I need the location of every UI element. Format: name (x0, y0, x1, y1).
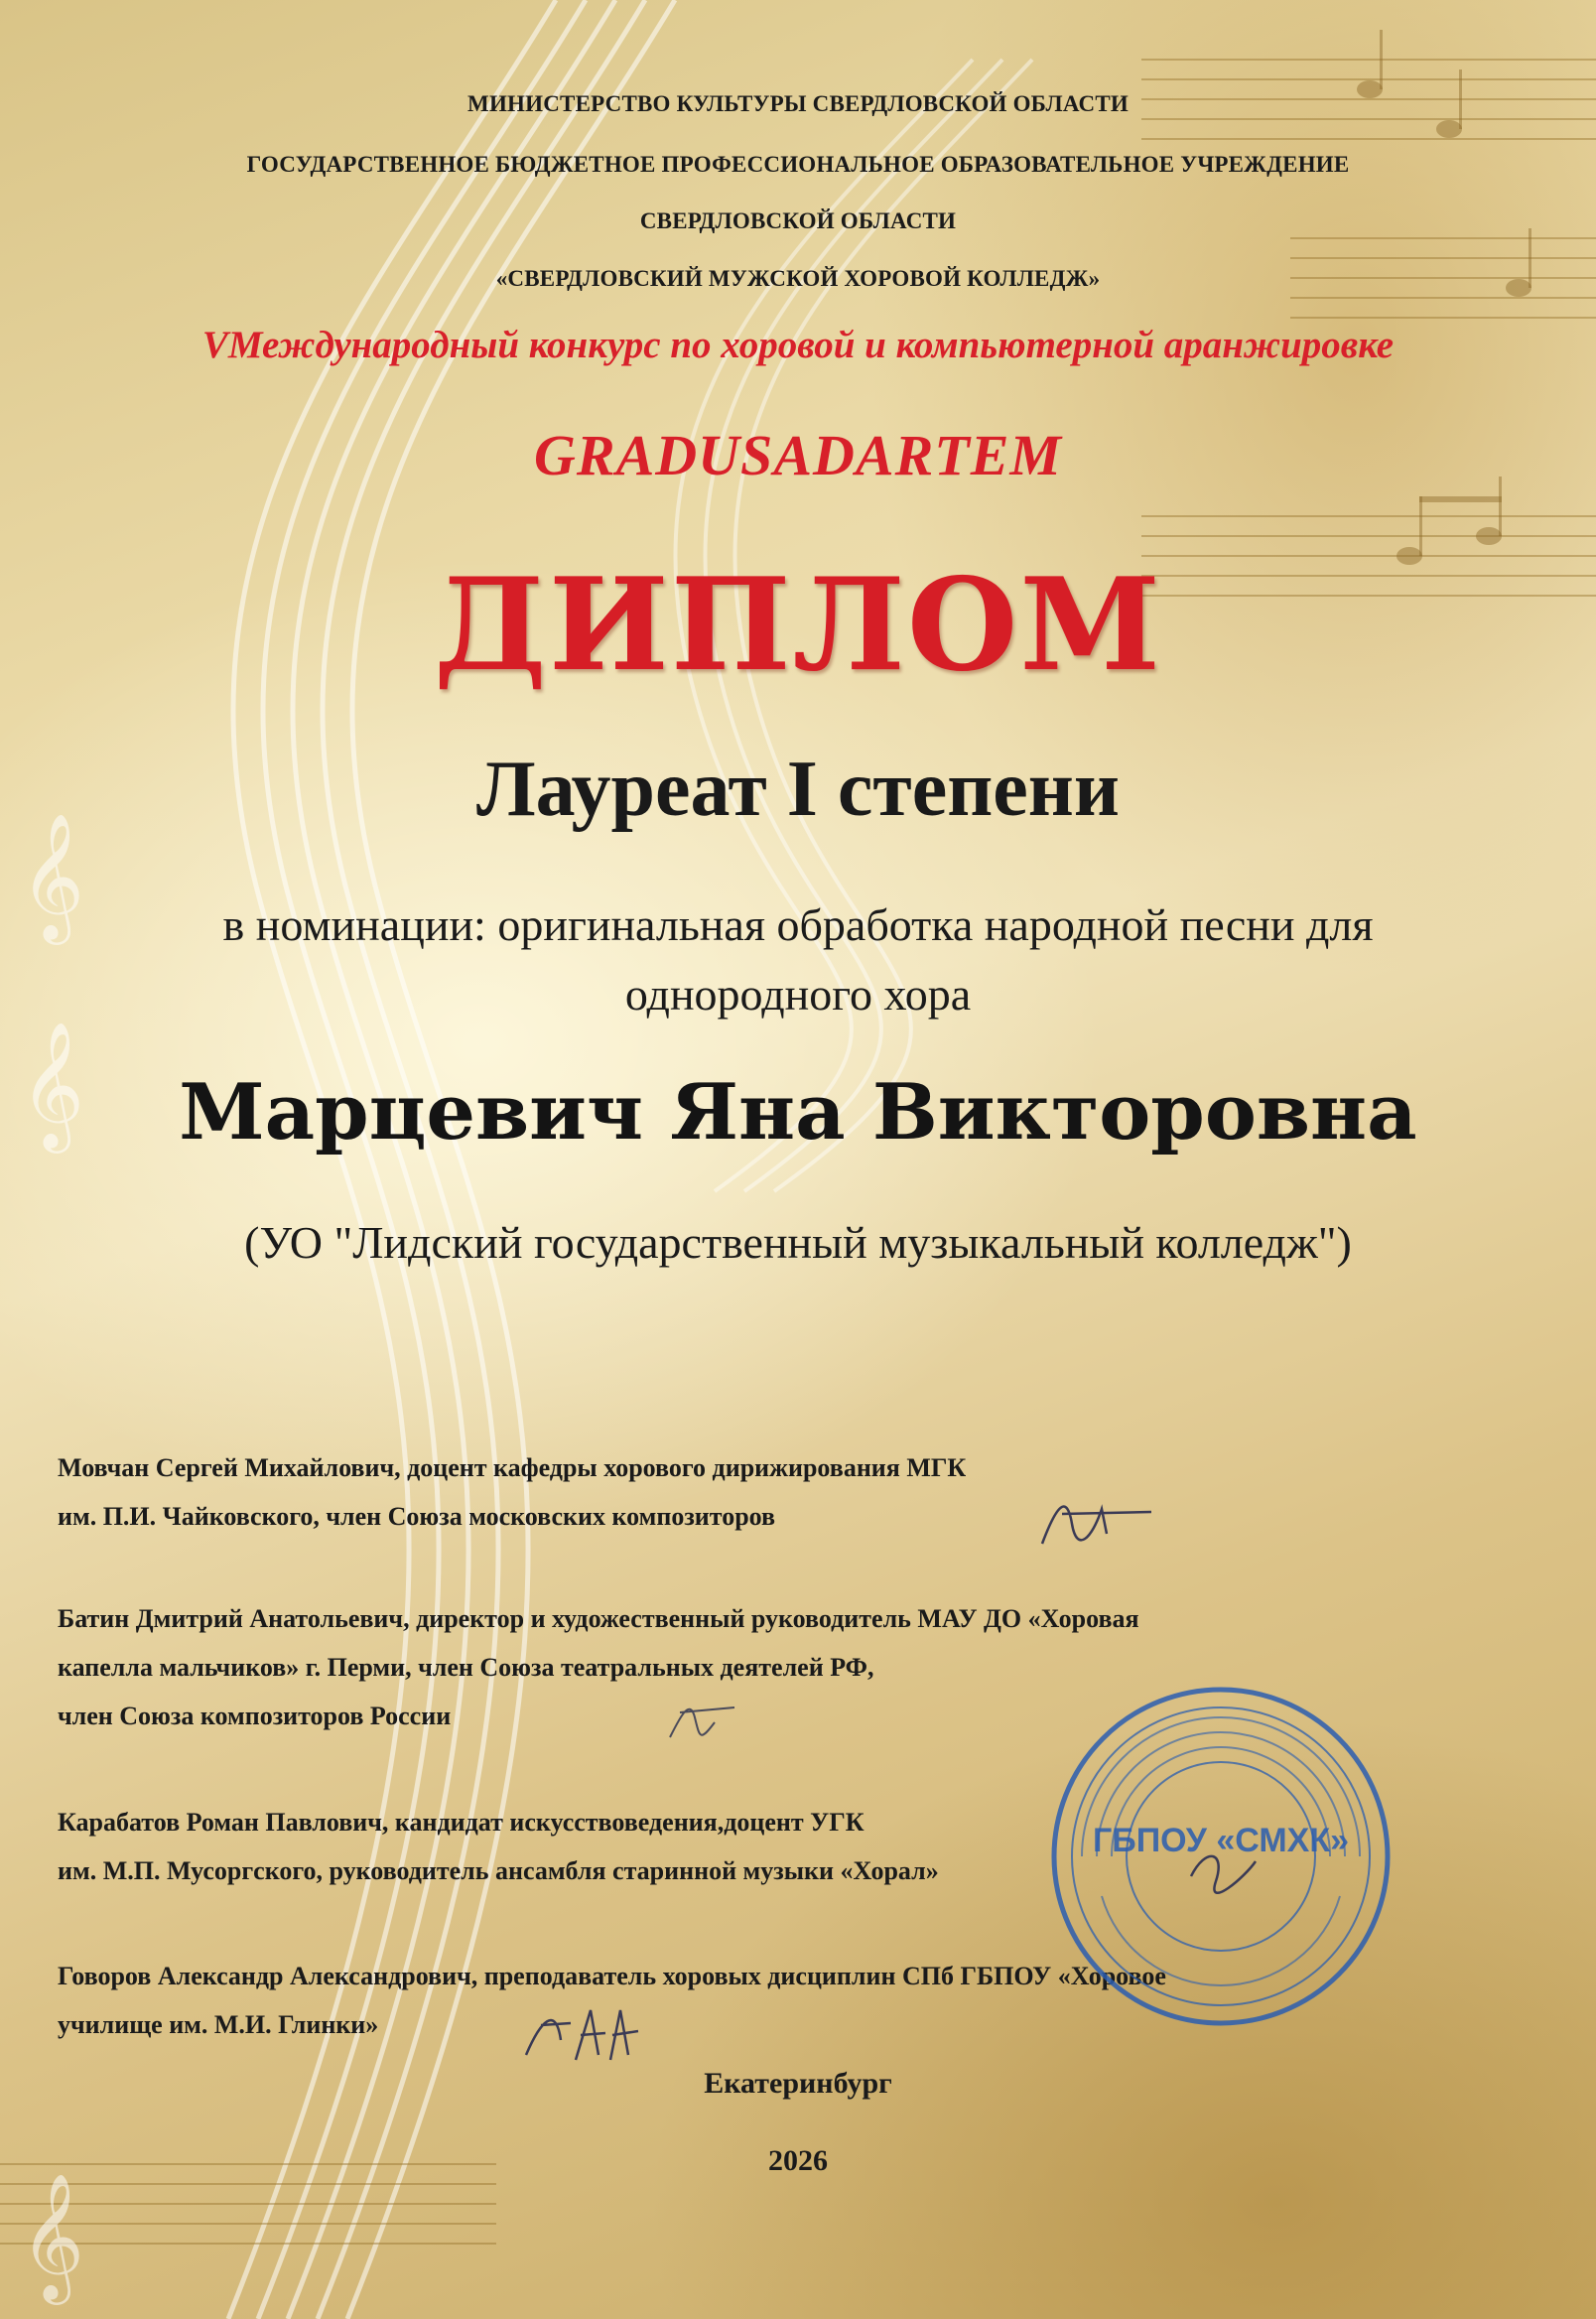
ministry-header: МИНИСТЕРСТВО КУЛЬТУРЫ СВЕРДЛОВСКОЙ ОБЛАСТИ (467, 91, 1129, 116)
institution-type-header: ГОСУДАРСТВЕННОЕ БЮДЖЕТНОЕ ПРОФЕССИОНАЛЬНОЕ ОБРАЗОВАТЕЛЬНОЕ УЧРЕЖДЕНИЕ (246, 152, 1350, 177)
signature-1 (1032, 1484, 1161, 1554)
jury-member-2-line-2: капелла мальчиков» г. Перми, член Союза театральных деятелей РФ, (58, 1653, 874, 1683)
svg-text:𝄞: 𝄞 (20, 2172, 85, 2299)
jury-member-2-line-1: Батин Дмитрий Анатольевич, директор и художественный руководитель МАУ ДО «Хоровая (58, 1604, 1139, 1633)
degree-title: Лауреат I степени (475, 746, 1120, 833)
jury-member-2-line-3: член Союза композиторов России (58, 1702, 452, 1731)
nomination-line-1: в номинации: оригинальная обработка народной песни для (222, 899, 1374, 950)
region-header: СВЕРДЛОВСКОЙ ОБЛАСТИ (639, 208, 957, 233)
signature-3 (511, 1995, 650, 2070)
nomination-line-2: однородного хора (624, 969, 972, 1020)
city-label: Екатеринбург (704, 2067, 892, 2100)
contest-name: GRADUSADARTEM (534, 423, 1062, 487)
seal-center-text: ГБПОУ «СМХК» (1092, 1822, 1350, 1859)
jury-member-4-line-2: училище им. М.И. Глинки» (58, 2010, 379, 2040)
contest-title: VМеждународный конкурс по хоровой и компьютерной аранжировке (201, 324, 1395, 366)
svg-text:𝄞: 𝄞 (20, 1021, 85, 1148)
recipient-name: Марцевич Яна Викторовна (179, 1067, 1417, 1158)
diploma-title: ДИПЛОМ (434, 551, 1162, 700)
jury-member-1 (58, 1452, 1527, 1532)
jury-member-1-line-1: Мовчан Сергей Михайлович, доцент кафедры хорового дирижирования МГК (58, 1453, 967, 1482)
college-seal (1042, 1678, 1399, 2035)
jury-member-3-line-1: Карабатов Роман Павлович, кандидат искусствоведения,доцент УГК (58, 1808, 864, 1837)
jury-member-3-line-2: им. М.П. Мусоргского, руководитель ансамбля старинной музыки «Хорал» (58, 1856, 939, 1886)
svg-text:𝄞: 𝄞 (20, 812, 85, 939)
recipient-institution: (УО "Лидский государственный музыкальный колледж") (244, 1217, 1352, 1268)
signature-2 (660, 1688, 749, 1747)
jury-member-1-line-2: им. П.И. Чайковского, член Союза московских композиторов (58, 1502, 776, 1532)
college-name-header: «СВЕРДЛОВСКИЙ МУЖСКОЙ ХОРОВОЙ КОЛЛЕДЖ» (495, 266, 1101, 291)
jury-member-4-line-1: Говоров Александр Александрович, преподаватель хоровых дисциплин СПб ГБПОУ «Хоровое (58, 1962, 1166, 1990)
year-label: 2026 (768, 2144, 828, 2177)
